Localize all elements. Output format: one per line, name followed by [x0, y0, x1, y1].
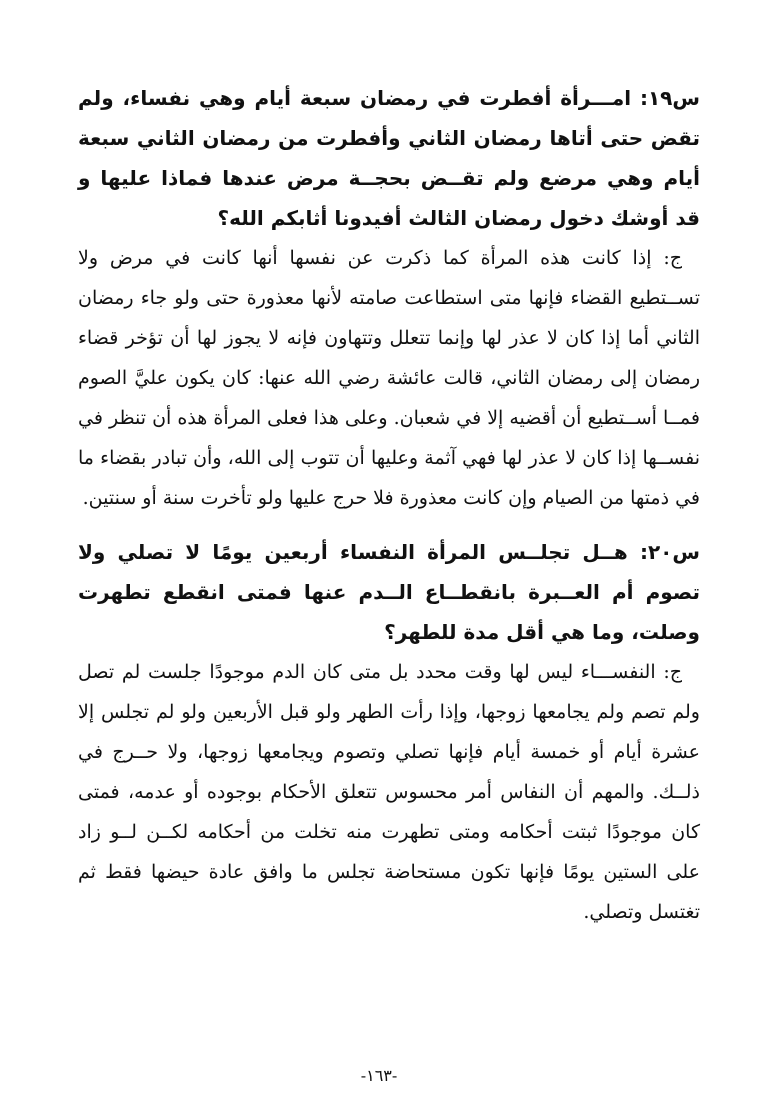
question-20 — [78, 532, 700, 652]
question-19-text: امـــرأة أفطرت في رمضان سبعة أيام وهي نفساء، ولم تقض حتى أتاها رمضان الثاني وأفطرت من رمضان الثاني سبعة أيام وهي مرضع ولم تقــض بحجــة مرض عندها فماذا عليها و قد أوشك دخول رمضان الثالث أفيدونا أثابكم الله؟ — [78, 86, 700, 230]
qa-block-19 — [78, 78, 700, 518]
section-gap — [78, 524, 700, 532]
document-page — [78, 78, 700, 1078]
question-20-label: س٢٠: — [639, 540, 700, 564]
answer-20: ج: النفســـاء ليس لها وقت محدد بل متى كان الدم موجودًا جلست لم تصل ولم تصم ولم يجامعها زوجها، وإذا رأت الطهر ولو قبل الأربعين ولو لم تجلس إلا عشرة أيام أو خمسة أيام فإنها تصلي وتصوم ويجامعها زوجها، ولا حــرج في ذلــك. والمهم أن النفاس أمر محسوس تتعلق الأحكام بوجوده أو عدمه، فمتى كان موجودًا ثبتت أحكامه ومتى تطهرت منه تخلت من أحكامه لكــن لــو زاد على الستين يومًا فإنها تكون مستحاضة تجلس ما وافق عادة حيضها فقط ثم تغتسل وتصلي. — [78, 661, 700, 923]
answer-19: ج: إذا كانت هذه المرأة كما ذكرت عن نفسها أنها كانت في مرض ولا تســتطيع القضاء فإنها متى استطاعت صامته لأنها معذورة حتى ولو جاء رمضان الثاني أما إذا كان لا عذر لها وإنما تتعلل وتتهاون فإنه لا يجوز لها أن تؤخر قضاء رمضان إلى رمضان الثاني، قالت عائشة رضي الله عنها: كان يكون عليَّ الصوم فمــا أســتطيع أن أقضيه إلا في شعبان. وعلى هذا فعلى المرأة هذه أن تنظر في نفســها إذا كان لا عذر لها فهي آثمة وعليها أن تتوب إلى الله، وأن تبادر بقضاء ما في ذمتها من الصيام وإن كانت معذورة فلا حرج عليها ولو تأخرت سنة أو سنتين. — [78, 247, 700, 509]
qa-block-20 — [78, 532, 700, 932]
question-19 — [78, 78, 700, 238]
question-19-label: س١٩: — [639, 86, 700, 110]
page-number: -١٦٣- — [360, 1066, 398, 1085]
question-20-text: هــل تجلــس المرأة النفساء أربعين يومًا لا تصلي ولا تصوم أم العــبرة بانقطــاع الــدم عنها فمتى انقطع تطهرت وصلت، وما هي أقل مدة للطهر؟ — [78, 540, 700, 644]
